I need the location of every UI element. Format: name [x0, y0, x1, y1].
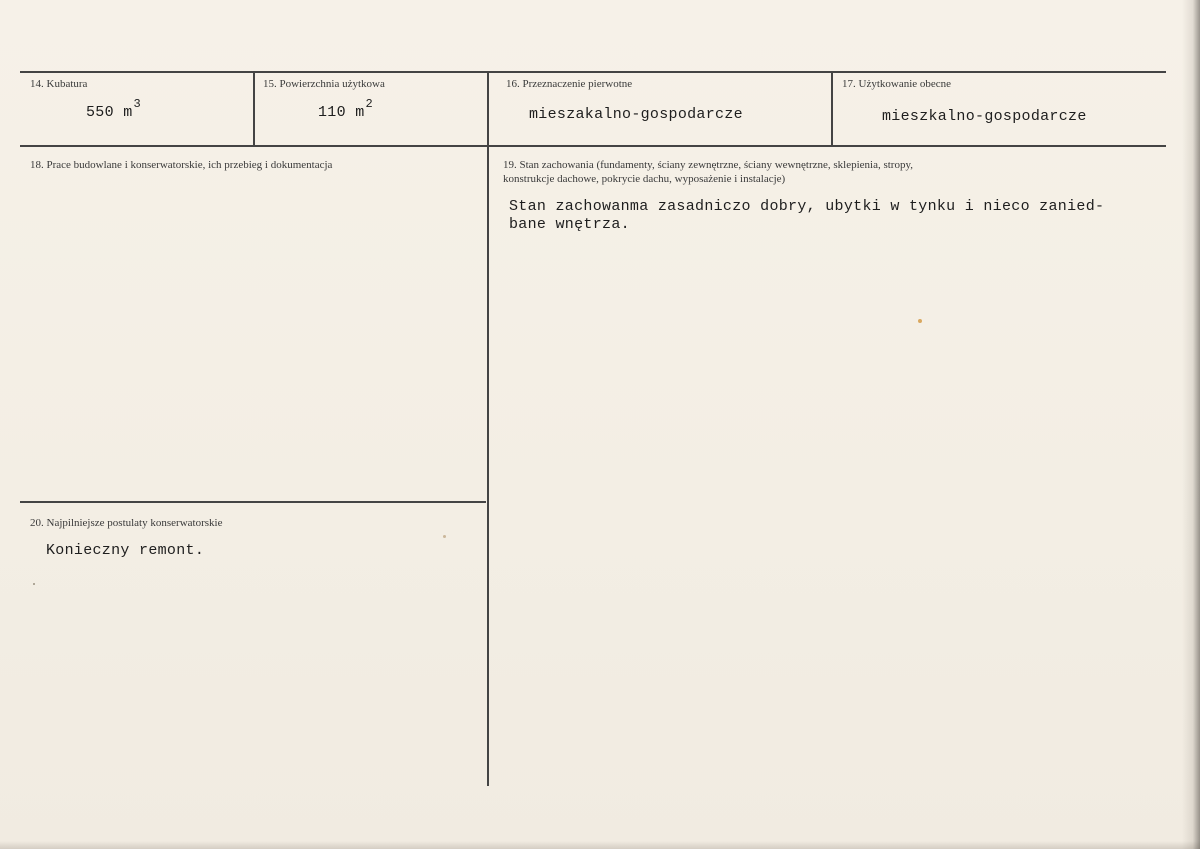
divider-14-15	[253, 71, 255, 146]
field-16-label: 16. Przeznaczenie pierwotne	[506, 78, 633, 90]
card-bottom-edge-shadow	[0, 841, 1200, 849]
paper-speck	[443, 535, 446, 538]
divider-15-16	[487, 71, 489, 146]
field-14-label: 14. Kubatura	[30, 78, 88, 90]
field-20-value: Konieczny remont.	[46, 542, 205, 559]
field-20-label: 20. Najpilniejsze postulaty konserwatorskie	[30, 517, 223, 529]
field-19-label-line2: konstrukcje dachowe, pokrycie dachu, wyposażenie i instalacje)	[503, 173, 786, 185]
field-15-unit-exponent: 2	[365, 97, 374, 111]
field-14-value	[86, 97, 142, 121]
field-15-value	[318, 97, 374, 121]
field-19-label-line1: 19. Stan zachowania (fundamenty, ściany zewnętrzne, ściany wewnętrzne, sklepienia, stropy,	[503, 159, 914, 171]
field-17-value: mieszkalno-gospodarcze	[882, 108, 1087, 125]
paper-speck	[918, 319, 922, 323]
field-14-unit-exponent: 3	[133, 97, 142, 111]
paper-speck	[33, 583, 35, 585]
field-17-label: 17. Użytkowanie obecne	[842, 78, 952, 90]
field-14-value-text: 550 m	[86, 104, 133, 121]
card-right-edge-shadow	[1182, 0, 1200, 849]
field-16-value: mieszakalno-gospodarcze	[529, 106, 743, 123]
field-15-value-text: 110 m	[318, 104, 365, 121]
field-19-value-line1: Stan zachowanma zasadniczo dobry, ubytki w tynku i nieco zanied-	[509, 198, 1105, 215]
section-18-bottom-rule	[20, 501, 486, 503]
field-19-value-line2: bane wnętrza.	[509, 216, 630, 233]
divider-16-17	[831, 71, 833, 146]
field-18-label: 18. Prace budowlane i konserwatorskie, ich przebieg i dokumentacja	[30, 159, 333, 171]
top-rule	[20, 71, 1166, 73]
header-bottom-rule	[20, 145, 1166, 147]
field-15-label: 15. Powierzchnia użytkowa	[263, 78, 385, 90]
divider-left-right	[487, 146, 489, 786]
